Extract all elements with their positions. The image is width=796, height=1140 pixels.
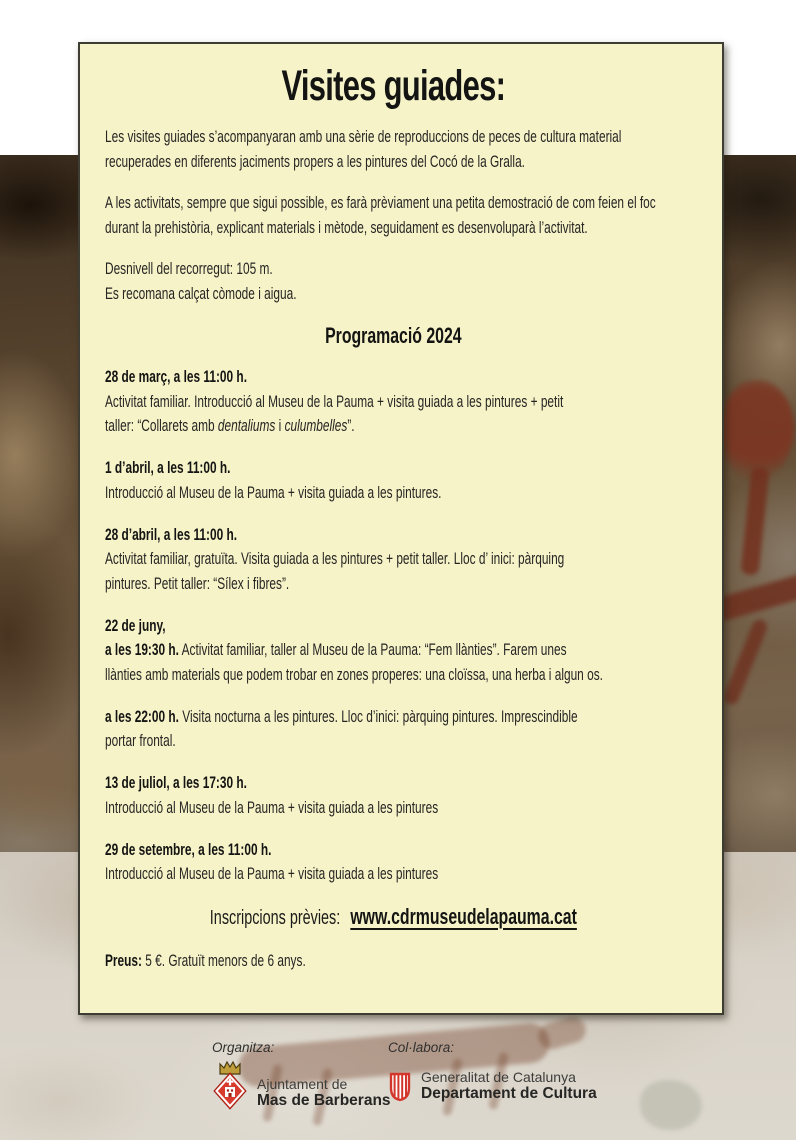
species-name-italic: culumbelles: [284, 417, 348, 435]
poster-title: Visites guiades:: [281, 62, 506, 110]
cave-painting-leg-stroke: [722, 617, 770, 706]
price-label: Preus:: [105, 952, 142, 970]
event-item-july-13: [105, 771, 682, 820]
event-description-line: [105, 705, 682, 730]
text-segment: Visita nocturna a les pintures. Lloc d’inici: pàrquing pintures. Imprescindible: [178, 707, 578, 726]
elevation-note: Desnivell del recorregut: 105 m.: [105, 260, 273, 278]
organitza-label: Organitza:: [212, 1040, 275, 1055]
price-line: [105, 949, 682, 974]
event-date-heading: 22 de juny,: [105, 616, 166, 635]
cave-painting-round-figure: [722, 380, 794, 480]
event-description-line: Activitat familiar. Introducció al Museu de la Pauma + visita guiada a les pintures + petit: [105, 392, 564, 411]
event-date-heading: 28 d’abril, a les 11:00 h.: [105, 525, 238, 544]
info-panel: [78, 42, 724, 1015]
organitza-block: [212, 1040, 391, 1111]
event-item-june-22-evening: [105, 614, 682, 688]
event-item-april-28: [105, 523, 682, 597]
event-time-bold: a les 22:00 h.: [105, 707, 179, 726]
event-description-line: Introducció al Museu de la Pauma + visita guiada a les pintures.: [105, 483, 442, 502]
text-line: A les activitats, sempre que sigui possible, es farà prèviament una petita demostració de com feien el foc: [105, 194, 656, 212]
ajuntament-line2: Mas de Barberans: [257, 1092, 391, 1109]
event-date-heading: 1 d’abril, a les 11:00 h.: [105, 459, 231, 477]
ajuntament-text: [257, 1076, 391, 1111]
event-item-march-28: [105, 365, 682, 439]
price-text: 5 €. Gratuït menors de 6 anys.: [141, 952, 306, 970]
event-item-september-29: [105, 838, 682, 887]
mas-de-barberans-coat-of-arms-icon: [212, 1059, 248, 1111]
event-description-line: portar frontal.: [105, 732, 176, 750]
text-line: Les visites guiades s’acompanyaran amb una sèrie de reproduccions de peces de cultura material: [105, 128, 622, 146]
collabora-label: Col·labora:: [388, 1040, 455, 1055]
text-segment: ”.: [347, 417, 355, 435]
practical-notes: [105, 257, 682, 306]
event-description-line: [105, 414, 682, 439]
event-description-line: Activitat familiar, gratuïta. Visita guiada a les pintures + petit taller. Lloc d’ inici: pàrquing: [105, 550, 565, 568]
text-segment: Activitat familiar, taller al Museu de la Pauma: “Fem llànties”. Farem unes: [178, 641, 567, 659]
text-line: durant la prehistòria, explicant materials i mètode, seguidament es desenvoluparà l’activitat.: [105, 218, 588, 237]
event-description-line: Introducció al Museu de la Pauma + visita guiada a les pintures: [105, 798, 439, 817]
footwear-note: Es recomana calçat còmode i aigua.: [105, 284, 297, 303]
text-segment: taller: “Collarets amb: [105, 417, 218, 435]
event-item-april-1: [105, 456, 682, 505]
generalitat-senyera-shield-icon: [388, 1072, 412, 1102]
ajuntament-line1: Ajuntament de: [257, 1076, 348, 1092]
intro-paragraph-1: [105, 125, 682, 174]
event-description-line: [105, 638, 682, 663]
event-item-june-22-night: [105, 705, 682, 754]
event-date-heading: 28 de març, a les 11:00 h.: [105, 368, 247, 386]
event-date-heading: 13 de juliol, a les 17:30 h.: [105, 774, 247, 792]
event-description-line: Introducció al Museu de la Pauma + visita guiada a les pintures: [105, 865, 439, 883]
registration-line: [105, 904, 682, 930]
event-description-line: pintures. Petit taller: “Sílex i fibres”.: [105, 574, 290, 593]
event-time-bold: a les 19:30 h.: [105, 641, 179, 659]
generalitat-text: [421, 1069, 597, 1104]
registration-label: Inscripcions prèvies:: [209, 907, 341, 929]
website-url: www.cdrmuseudelapauma.cat: [350, 904, 577, 929]
intro-paragraph-2: [105, 191, 682, 240]
generalitat-line1: Generalitat de Catalunya: [421, 1069, 576, 1085]
event-description-line: llànties amb materials que podem trobar en zones properes: una cloïssa, una herba i algun os.: [105, 665, 603, 684]
generalitat-line2: Departament de Cultura: [421, 1085, 597, 1102]
program-title: Programació 2024: [325, 323, 462, 348]
text-line: recuperades en diferents jaciments propers a les pintures del Cocó de la Gralla.: [105, 152, 525, 171]
cave-painting-stem-stroke: [740, 466, 769, 575]
text-segment: i: [275, 417, 285, 435]
collabora-block: [388, 1040, 597, 1104]
event-date-heading: 29 de setembre, a les 11:00 h.: [105, 840, 272, 859]
rock-stain: [640, 1080, 702, 1130]
species-name-italic: dentaliums: [217, 417, 276, 435]
